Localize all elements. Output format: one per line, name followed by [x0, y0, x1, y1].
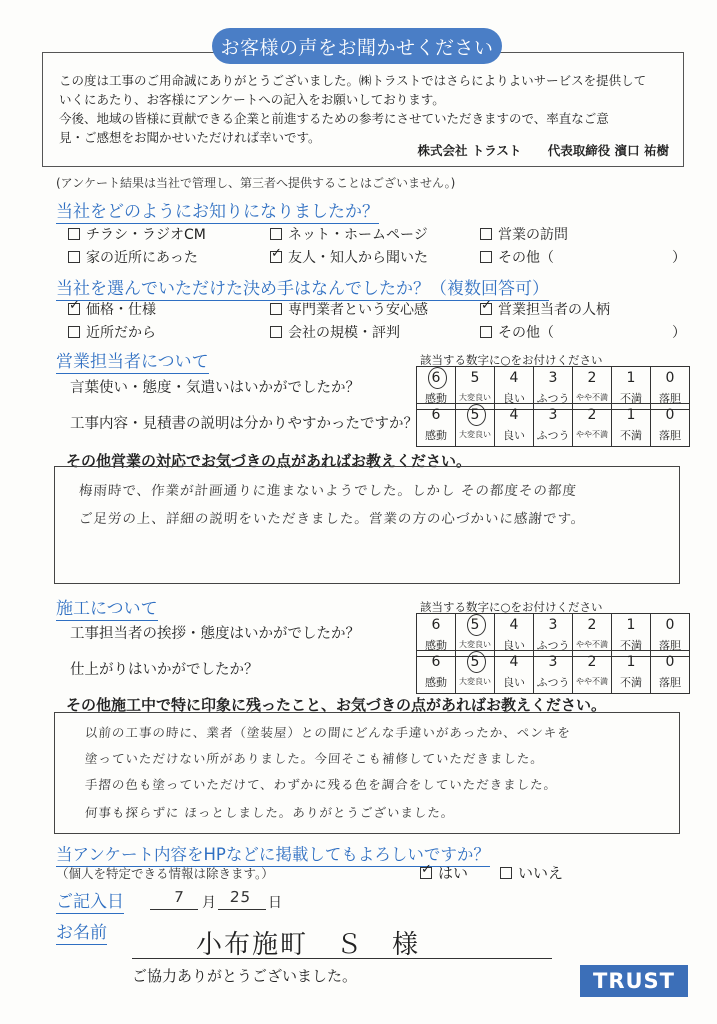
handwritten-line: 以前の工事の時に、業者（塗装屋）との間にどんな手違いがあったか、ペンキを: [84, 725, 572, 740]
q2-option[interactable]: その他（: [480, 322, 554, 342]
intro-line: この度は工事のご用命誠にありがとうございました。㈱トラストではさらによりよいサービスを提供して: [59, 73, 647, 88]
handwritten-line: 手摺の色も塗っていただけて、わずかに残る色を調合をしていただきました。: [84, 777, 558, 792]
rating-cell-3[interactable]: [534, 404, 573, 447]
rating-number: 1: [626, 617, 636, 633]
rating-number: 3: [548, 654, 558, 670]
checkbox-checked[interactable]: [480, 303, 492, 315]
checkbox[interactable]: [500, 867, 512, 879]
q2-option[interactable]: 近所だから: [68, 322, 156, 342]
sales-q-manners: 言葉使い・態度・気遣いはいかがでしたか？: [70, 380, 360, 396]
rating-scale[interactable]: [416, 650, 690, 694]
representative: 代表取締役 濱口 祐樹: [547, 143, 669, 158]
construction-q-finish: 仕上がりはいかがでしたか？: [70, 662, 259, 678]
checkbox[interactable]: [68, 228, 80, 240]
rating-label: ふつう: [536, 429, 570, 442]
rating-number: 4: [509, 617, 519, 633]
rating-label: 落胆: [659, 639, 681, 652]
construction-comment-heading: その他施工中で特に印象に残ったこと、お気づきの点があればお教えください。: [66, 696, 607, 714]
construction-q-greeting: 工事担当者の挨拶・態度はいかがでしたか？: [70, 626, 360, 642]
sales-heading: 営業担当者について: [56, 347, 209, 374]
q2-option[interactable]: ✓ 営業担当者の人柄: [480, 299, 610, 319]
rating-cell-3[interactable]: [534, 651, 573, 694]
rating-label: 不満: [620, 392, 642, 405]
sales-comment-heading: その他営業の対応でお気づきの点があればお教えください。: [66, 452, 472, 470]
day-value: 25: [229, 888, 252, 906]
publish-note: （個人を特定できる情報は除きます。）: [56, 866, 274, 881]
day-field[interactable]: [218, 890, 266, 910]
handwritten-line: 何事も探らずに ほっとしました。ありがとうございました。: [84, 805, 455, 820]
rating-label: やや不満: [576, 677, 608, 686]
checkbox[interactable]: [68, 326, 80, 338]
handwritten-line: ご足労の上、詳細の説明をいただきました。営業の方の心づかいに感謝です。: [78, 511, 586, 527]
rating-label: 落胆: [659, 676, 681, 689]
rating-scale[interactable]: [416, 403, 690, 447]
q1-option[interactable]: ネット・ホームページ: [270, 224, 428, 244]
q2-option[interactable]: 会社の規模・評判: [270, 322, 400, 342]
intro-box: [42, 52, 684, 167]
checkbox[interactable]: [480, 326, 492, 338]
intro-line: 見・ご感想をお聞かせいただければ幸いです。: [59, 130, 321, 145]
rating-label: 良い: [503, 676, 525, 689]
date-label: ご記入日: [56, 887, 124, 914]
rating-label: 感動: [425, 676, 447, 689]
close-paren: ）: [672, 250, 686, 266]
publish-heading: 当アンケート内容をHPなどに掲載してもよろしいですか？: [56, 841, 490, 867]
rating-cell-5[interactable]: [456, 651, 495, 694]
rating-number: 3: [548, 407, 558, 423]
rating-number: 6: [431, 407, 441, 423]
checkbox[interactable]: [480, 251, 492, 263]
rating-number: 4: [509, 654, 519, 670]
intro-line: いくにあたり、お客様にアンケートへの記入をお願いしております。: [59, 92, 445, 107]
customer-name[interactable]: 小布施町 Ｓ 様: [196, 930, 421, 960]
rating-label: 落胆: [659, 392, 681, 405]
rating-number: 0: [665, 407, 675, 423]
rating-number: 5: [456, 653, 494, 671]
q2-heading: 当社を選んでいただけた決め手はなんでしたか？（複数回答可）: [56, 274, 549, 301]
rating-number: 4: [509, 407, 519, 423]
rating-number: 0: [665, 370, 675, 386]
handwritten-line: 塗っていただけない所がありました。今回そこも補修していただきました。: [84, 751, 545, 766]
rating-number: 5: [456, 616, 494, 634]
rating-cell-2[interactable]: [573, 404, 612, 447]
rating-number: 3: [548, 617, 558, 633]
rating-label: 良い: [503, 429, 525, 442]
publish-yes[interactable]: ✓ はい: [420, 862, 468, 883]
month-field[interactable]: [150, 890, 198, 910]
rating-number: 2: [587, 617, 597, 633]
rating-label: 感動: [425, 429, 447, 442]
checkbox[interactable]: [68, 251, 80, 263]
rating-label: 大変良い: [459, 677, 491, 686]
rating-number: 5: [456, 406, 494, 424]
page-title: お客様の声をお聞かせください: [212, 28, 502, 64]
rating-cell-0[interactable]: [651, 404, 690, 447]
rating-label: 大変良い: [459, 640, 491, 649]
q1-option[interactable]: 家の近所にあった: [68, 247, 198, 267]
checkbox-checked[interactable]: [420, 867, 432, 879]
checkbox[interactable]: [270, 303, 282, 315]
rating-label: 大変良い: [459, 393, 491, 402]
rating-label: 落胆: [659, 429, 681, 442]
checkbox-checked[interactable]: [68, 303, 80, 315]
month-unit: 月: [202, 895, 216, 911]
q1-heading: 当社をどのようにお知りになりましたか？: [56, 197, 379, 224]
rating-label: 不満: [620, 429, 642, 442]
intro-line: 今後、地域の皆様に貢献できる企業と前進するための参考にさせていただきますので、率直なご意: [59, 111, 609, 126]
rating-cell-0[interactable]: [651, 651, 690, 694]
trust-logo: TRUST: [580, 965, 688, 997]
q2-option[interactable]: ✓価格・仕様: [68, 299, 156, 319]
close-paren: ）: [672, 325, 686, 341]
rating-number: 0: [665, 617, 675, 633]
rating-number: 0: [665, 654, 675, 670]
q2-option[interactable]: 専門業者という安心感: [270, 299, 428, 319]
q1-option[interactable]: チラシ・ラジオCM: [68, 224, 206, 244]
rating-label: 不満: [620, 676, 642, 689]
signature: [395, 141, 669, 160]
q1-option[interactable]: ✓ 友人・知人から聞いた: [270, 247, 428, 267]
checkbox[interactable]: [270, 228, 282, 240]
rating-number: 6: [431, 654, 441, 670]
rating-number: 2: [587, 370, 597, 386]
rating-cell-4[interactable]: [495, 404, 534, 447]
rating-label: 感動: [425, 392, 447, 405]
privacy-note: (アンケート結果は当社で管理し、第三者へ提供することはございません。): [56, 176, 456, 190]
construction-comment-box[interactable]: [54, 712, 680, 834]
construction-heading: 施工について: [56, 594, 158, 621]
rating-label: 良い: [503, 639, 525, 652]
rating-number: 6: [431, 617, 441, 633]
rating-number: 2: [587, 654, 597, 670]
publish-no[interactable]: いいえ: [500, 862, 563, 883]
rating-cell-4[interactable]: [495, 651, 534, 694]
name-label: お名前: [56, 918, 107, 945]
rating-cell-2[interactable]: [573, 651, 612, 694]
rating-number: 4: [509, 370, 519, 386]
rating-cell-5[interactable]: [456, 404, 495, 447]
rating-cell-1[interactable]: [612, 651, 651, 694]
rating-label: やや不満: [576, 640, 608, 649]
sales-comment-box[interactable]: [54, 466, 680, 584]
rating-label: やや不満: [576, 393, 608, 402]
name-underline: [132, 958, 552, 959]
rating-cell-6[interactable]: [417, 404, 456, 447]
checkbox[interactable]: [270, 326, 282, 338]
handwritten-line: 梅雨時で、作業が計画通りに進まないようでした。しかし その都度その都度: [78, 483, 578, 499]
scale-caption: 該当する数字に○をお付けください: [420, 353, 603, 367]
month-value: 7: [173, 888, 186, 906]
rating-label: ふつう: [536, 639, 570, 652]
rating-label: 感動: [425, 639, 447, 652]
rating-number: 1: [626, 407, 636, 423]
q1-option[interactable]: その他（: [480, 247, 554, 267]
checkbox[interactable]: [480, 228, 492, 240]
q1-option[interactable]: 営業の訪問: [480, 224, 568, 244]
rating-label: ふつう: [536, 676, 570, 689]
rating-label: 大変良い: [459, 430, 491, 439]
rating-label: 不満: [620, 639, 642, 652]
rating-number: 5: [470, 370, 480, 386]
thanks-message: ご協力ありがとうございました。: [132, 967, 358, 985]
rating-number: 1: [626, 654, 636, 670]
rating-label: やや不満: [576, 430, 608, 439]
day-unit: 日: [268, 895, 282, 911]
checkbox-checked[interactable]: [270, 251, 282, 263]
rating-label: 良い: [503, 392, 525, 405]
rating-number: 2: [587, 407, 597, 423]
company-name: 株式会社 トラスト: [417, 143, 522, 158]
rating-number: 1: [626, 370, 636, 386]
sales-q-explanation: 工事内容・見積書の説明は分かりやすかったですか？: [70, 416, 418, 432]
scale-caption: 該当する数字に○をお付けください: [420, 600, 603, 614]
rating-cell-6[interactable]: [417, 651, 456, 694]
rating-number: 6: [417, 369, 455, 387]
rating-label: ふつう: [536, 392, 570, 405]
rating-cell-1[interactable]: [612, 404, 651, 447]
rating-number: 3: [548, 370, 558, 386]
